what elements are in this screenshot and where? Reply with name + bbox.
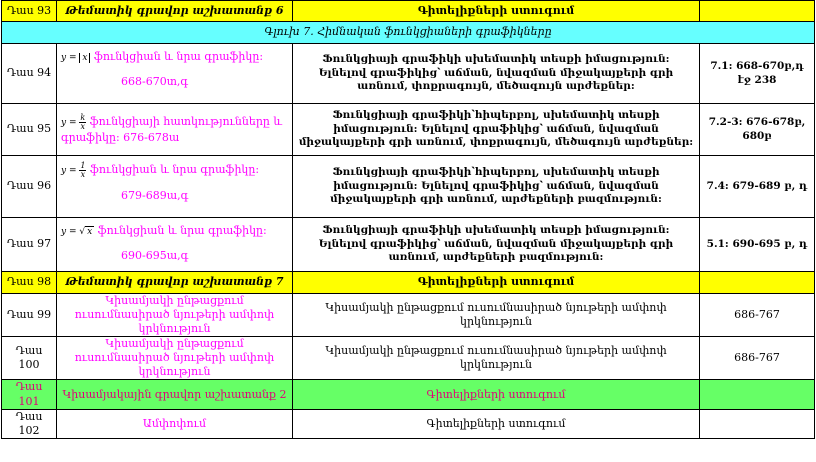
lesson-description: Գիտելիքների ստուգում [293, 1, 700, 22]
chapter-title: Գլուխ 7. Հիմնական ֆունկցիաների գրաֆիկները [2, 22, 815, 44]
lesson-description: Ֆունկցիայի գրաֆիկի սխեմատիկ տեսքի իմացություն: Ելնելով գրաֆիկից՝ աճման, նվազման միջակայքերի գրի առնում, փոքրագույն, մեծագույն արժեքներ: [293, 44, 700, 104]
table-row [2, 337, 815, 380]
lesson-number: Դաս 99 [2, 294, 57, 337]
lesson-number: Դաս 102 [2, 409, 57, 438]
lesson-reference: 686-767 [700, 294, 815, 337]
formula-abs-x: y = x [61, 53, 90, 63]
formula-1-over-x: y = $\frac{1}{x}$ [61, 161, 86, 179]
lesson-description: Կիսամյակի ընթացքում ուսումնասիրած նյութերի ամփոփ կրկնություն [293, 337, 700, 380]
lesson-topic: Ամփոփում [57, 409, 293, 438]
lesson-reference [700, 1, 815, 22]
lesson-number: Դաս 98 [2, 272, 57, 294]
lesson-description: Գիտելիքների ստուգում [293, 380, 700, 409]
lesson-topic [57, 104, 293, 156]
lesson-number: Դաս 96 [2, 156, 57, 218]
lesson-description: Կիսամյակի ընթացքում ուսումնասիրած նյութերի ամփոփ կրկնություն [293, 294, 700, 337]
lesson-topic [57, 218, 293, 272]
topic-text: ֆունկցիան և նրա գրաֆիկը: [93, 50, 264, 63]
lesson-topic [57, 156, 293, 218]
lesson-description: Գիտելիքների ստուգում [293, 409, 700, 438]
lesson-reference: 7.2-3: 676-678բ, 680բ [700, 104, 815, 156]
lesson-number: Դաս 97 [2, 218, 57, 272]
table-row [2, 1, 815, 22]
table-row [2, 409, 815, 438]
table-row [2, 156, 815, 218]
topic-pages: 668-670տ,գ [121, 74, 189, 88]
section-row [2, 22, 815, 44]
table-row [2, 104, 815, 156]
table-row [2, 294, 815, 337]
lesson-description: Ֆունկցիայի գրաֆիկի սխեմատիկ տեսքի իմացություն: Ելնելով գրաֆիկից՝ աճման, նվազման միջակայքերի գրի առնում, արժեքների բազմություն: [293, 218, 700, 272]
lesson-number: Դաս 95 [2, 104, 57, 156]
topic-text: ֆունկցիայի հատկությունները և գրաֆիկը: [61, 114, 283, 144]
topic-pages: 679-689ա,գ [121, 189, 189, 202]
lesson-plan-table [1, 0, 815, 439]
topic-pages: 676-678ա [123, 130, 180, 144]
topic-pages: 690-695ա,գ [121, 248, 189, 262]
lesson-topic: Թեմատիկ գրավոր աշխատանք 7 [57, 272, 293, 294]
lesson-number: Դաս 100 [2, 337, 57, 380]
formula-k-over-x: y = $\frac{k}{x}$ [61, 112, 86, 131]
lesson-reference [700, 380, 815, 409]
lesson-reference: 7.4: 679-689 բ, դ [700, 156, 815, 218]
lesson-topic [57, 44, 293, 104]
lesson-number: Դաս 94 [2, 44, 57, 104]
lesson-description: Ֆունկցիայի գրաֆիկի՝հիպերբոլ, սխեմատիկ տեսքի իմացություն: Ելնելով գրաֆիկից՝ աճման, նվազման միջակայքերի գրի առնում, արժեքների բազմություն: [293, 156, 700, 218]
lesson-topic: Կիսամյակի ընթացքում ուսումնասիրած նյութերի ամփոփ կրկնություն [57, 337, 293, 380]
lesson-reference: 5.1: 690-695 բ, դ [700, 218, 815, 272]
lesson-number: Դաս 101 [2, 380, 57, 409]
lesson-number: Դաս 93 [2, 1, 57, 22]
lesson-reference [700, 272, 815, 294]
table-row [2, 44, 815, 104]
lesson-topic: Կիսամյակի ընթացքում ուսումնասիրած նյութերի ամփոփ կրկնություն [57, 294, 293, 337]
topic-text: ֆունկցիան և նրա գրաֆիկը: [97, 224, 267, 237]
table-row [2, 380, 815, 409]
lesson-topic: Թեմատիկ գրավոր աշխատանք 6 [57, 1, 293, 22]
lesson-description: Գիտելիքների ստուգում [293, 272, 700, 294]
table-row [2, 272, 815, 294]
formula-sqrt-x: y = √ x [61, 227, 93, 237]
lesson-reference: 7.1: 668-670բ,դ էջ 238 [700, 44, 815, 104]
table-row [2, 218, 815, 272]
lesson-topic: Կիսամյակային գրավոր աշխատանք 2 [57, 380, 293, 409]
lesson-description: Ֆունկցիայի գրաֆիկի՝հիպերբոլ, սխեմատիկ տեսքի իմացություն: Ելնելով գրաֆիկից՝ աճման, նվազման միջակայքերի գրի առնում, փոքրագույն, մեծագույն արժեքներ: [293, 104, 700, 156]
topic-text: ֆունկցիան և նրա գրաֆիկը: [89, 163, 260, 176]
lesson-reference: 686-767 [700, 337, 815, 380]
lesson-reference [700, 409, 815, 438]
